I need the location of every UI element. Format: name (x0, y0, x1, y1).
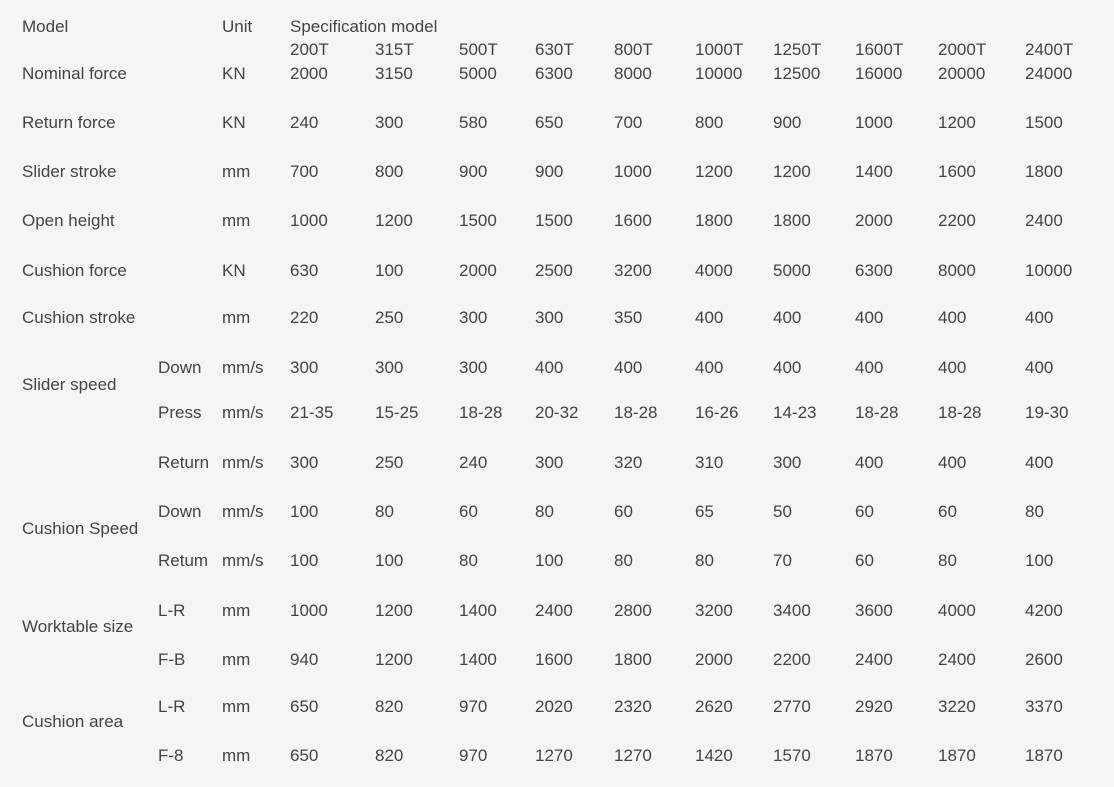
table-cell: 2500 (535, 261, 573, 280)
row-sublabel: Down (158, 502, 202, 521)
table-cell: 20000 (938, 64, 986, 83)
table-cell: 1000 (855, 113, 893, 132)
row-sublabel: Down (158, 358, 202, 377)
table-cell: 350 (614, 308, 643, 327)
table-cell: 60 (855, 502, 874, 521)
table-cell: 650 (535, 113, 564, 132)
table-cell: 800 (695, 113, 724, 132)
table-cell: 3200 (695, 601, 733, 620)
table-cell: 50 (773, 502, 792, 521)
table-cell: 400 (855, 308, 884, 327)
row-sublabel: Retum (158, 551, 209, 570)
table-cell: 4000 (938, 601, 976, 620)
table-cell: 1600 (614, 211, 652, 230)
row-sublabel: F-B (158, 650, 186, 669)
table-cell: 300 (459, 358, 488, 377)
row-sublabel: Press (158, 403, 202, 422)
table-cell: 220 (290, 308, 319, 327)
table-cell: 60 (614, 502, 633, 521)
table-cell: 400 (1025, 308, 1054, 327)
table-cell: 900 (459, 162, 488, 181)
row-unit: mm/s (222, 453, 264, 472)
model-column-header: 200T (290, 40, 329, 59)
table-cell: 1400 (855, 162, 893, 181)
table-cell: 16-26 (695, 403, 739, 422)
table-cell: 300 (375, 358, 404, 377)
table-cell: 250 (375, 308, 404, 327)
table-cell: 18-28 (459, 403, 503, 422)
header-unit-label: Unit (222, 17, 253, 36)
table-cell: 1870 (938, 746, 976, 765)
table-cell: 1000 (614, 162, 652, 181)
table-cell: 1420 (695, 746, 733, 765)
group-label: Slider speed (22, 375, 117, 394)
table-cell: 100 (535, 551, 564, 570)
table-cell: 800 (375, 162, 404, 181)
table-cell: 400 (695, 308, 724, 327)
table-cell: 8000 (614, 64, 652, 83)
table-cell: 3150 (375, 64, 413, 83)
table-cell: 400 (1025, 453, 1054, 472)
table-cell: 900 (535, 162, 564, 181)
table-cell: 6300 (855, 261, 893, 280)
table-cell: 240 (459, 453, 488, 472)
table-cell: 80 (1025, 502, 1044, 521)
table-cell: 300 (535, 308, 564, 327)
row-label: Open height (22, 211, 115, 230)
row-label: Slider stroke (22, 162, 117, 181)
table-cell: 80 (614, 551, 633, 570)
table-cell: 400 (773, 358, 802, 377)
table-cell: 100 (375, 551, 404, 570)
model-column-header: 315T (375, 40, 414, 59)
row-label: Cushion stroke (22, 308, 136, 327)
table-cell: 8000 (938, 261, 976, 280)
table-cell: 2020 (535, 697, 573, 716)
model-column-header: 1600T (855, 40, 904, 59)
table-cell: 400 (695, 358, 724, 377)
table-cell: 630 (290, 261, 319, 280)
table-cell: 1200 (375, 650, 413, 669)
table-cell: 240 (290, 113, 319, 132)
table-cell: 19-30 (1025, 403, 1069, 422)
table-cell: 1800 (773, 211, 811, 230)
table-cell: 1270 (535, 746, 573, 765)
row-sublabel: F-8 (158, 746, 184, 765)
table-cell: 1200 (375, 601, 413, 620)
row-sublabel: L-R (158, 697, 186, 716)
table-cell: 820 (375, 746, 404, 765)
table-cell: 6300 (535, 64, 573, 83)
table-cell: 300 (535, 453, 564, 472)
table-cell: 60 (938, 502, 957, 521)
table-cell: 1000 (290, 601, 328, 620)
table-cell: 400 (938, 358, 967, 377)
table-cell: 970 (459, 697, 488, 716)
row-label: Return force (22, 113, 116, 132)
table-cell: 2200 (773, 650, 811, 669)
table-cell: 1500 (1025, 113, 1063, 132)
table-cell: 100 (290, 502, 319, 521)
table-cell: 900 (773, 113, 802, 132)
table-cell: 80 (938, 551, 957, 570)
row-unit: mm (222, 601, 251, 620)
table-cell: 1270 (614, 746, 652, 765)
table-cell: 3200 (614, 261, 652, 280)
table-cell: 24000 (1025, 64, 1073, 83)
group-label: Worktable size (22, 617, 134, 636)
model-column-header: 500T (459, 40, 498, 59)
table-cell: 60 (459, 502, 478, 521)
table-cell: 10000 (695, 64, 743, 83)
row-unit: KN (222, 113, 246, 132)
table-cell: 1600 (535, 650, 573, 669)
table-cell: 940 (290, 650, 319, 669)
row-sublabel: L-R (158, 601, 186, 620)
table-cell: 250 (375, 453, 404, 472)
table-cell: 1200 (938, 113, 976, 132)
table-cell: 4000 (695, 261, 733, 280)
table-cell: 1200 (773, 162, 811, 181)
table-cell: 1570 (773, 746, 811, 765)
table-cell: 400 (773, 308, 802, 327)
table-cell: 80 (695, 551, 714, 570)
model-column-header: 630T (535, 40, 574, 59)
table-cell: 700 (614, 113, 643, 132)
model-column-header: 1250T (773, 40, 822, 59)
group-label: Cushion area (22, 712, 124, 731)
table-cell: 18-28 (938, 403, 982, 422)
table-cell: 3220 (938, 697, 976, 716)
table-cell: 14-23 (773, 403, 817, 422)
table-cell: 400 (535, 358, 564, 377)
table-cell: 1000 (290, 211, 328, 230)
table-cell: 65 (695, 502, 714, 521)
table-cell: 3370 (1025, 697, 1063, 716)
model-column-header: 2400T (1025, 40, 1074, 59)
model-column-header: 800T (614, 40, 653, 59)
table-cell: 650 (290, 746, 319, 765)
table-cell: 1800 (1025, 162, 1063, 181)
table-cell: 400 (938, 453, 967, 472)
table-cell: 300 (773, 453, 802, 472)
table-cell: 2000 (695, 650, 733, 669)
row-unit: mm/s (222, 358, 264, 377)
table-cell: 5000 (459, 64, 497, 83)
table-cell: 1800 (695, 211, 733, 230)
table-cell: 650 (290, 697, 319, 716)
table-cell: 1500 (535, 211, 573, 230)
table-cell: 4200 (1025, 601, 1063, 620)
row-unit: mm/s (222, 551, 264, 570)
model-column-header: 1000T (695, 40, 744, 59)
table-cell: 1400 (459, 601, 497, 620)
table-cell: 3400 (773, 601, 811, 620)
table-cell: 80 (459, 551, 478, 570)
row-unit: mm (222, 697, 251, 716)
table-cell: 310 (695, 453, 724, 472)
table-cell: 2400 (1025, 211, 1063, 230)
table-cell: 18-28 (855, 403, 899, 422)
table-cell: 12500 (773, 64, 821, 83)
table-cell: 3600 (855, 601, 893, 620)
table-cell: 5000 (773, 261, 811, 280)
row-unit: KN (222, 64, 246, 83)
table-cell: 1870 (855, 746, 893, 765)
model-column-header: 2000T (938, 40, 987, 59)
row-unit: mm (222, 746, 251, 765)
row-unit: mm (222, 650, 251, 669)
table-cell: 2200 (938, 211, 976, 230)
table-cell: 2000 (855, 211, 893, 230)
header-model-label: Model (22, 17, 69, 36)
table-cell: 300 (290, 453, 319, 472)
table-cell: 2000 (459, 261, 497, 280)
table-cell: 2920 (855, 697, 893, 716)
table-cell: 300 (290, 358, 319, 377)
table-cell: 70 (773, 551, 792, 570)
table-cell: 1500 (459, 211, 497, 230)
table-cell: 60 (855, 551, 874, 570)
table-cell: 1200 (695, 162, 733, 181)
row-unit: mm/s (222, 502, 264, 521)
table-cell: 400 (1025, 358, 1054, 377)
table-cell: 1800 (614, 650, 652, 669)
table-cell: 580 (459, 113, 488, 132)
table-cell: 2400 (938, 650, 976, 669)
row-unit: KN (222, 261, 246, 280)
table-cell: 2400 (535, 601, 573, 620)
row-unit: mm (222, 162, 251, 181)
table-cell: 100 (375, 261, 404, 280)
table-cell: 2800 (614, 601, 652, 620)
row-unit: mm (222, 211, 251, 230)
row-label: Nominal force (22, 64, 127, 83)
table-cell: 400 (855, 358, 884, 377)
table-cell: 400 (938, 308, 967, 327)
group-label: Cushion Speed (22, 519, 139, 538)
table-cell: 2000 (290, 64, 328, 83)
table-cell: 16000 (855, 64, 903, 83)
table-cell: 1400 (459, 650, 497, 669)
table-cell: 15-25 (375, 403, 419, 422)
row-label: Cushion force (22, 261, 127, 280)
table-cell: 820 (375, 697, 404, 716)
table-cell: 20-32 (535, 403, 579, 422)
table-cell: 300 (375, 113, 404, 132)
row-sublabel: Return (158, 453, 210, 472)
table-cell: 80 (535, 502, 554, 521)
table-cell: 1600 (938, 162, 976, 181)
table-cell: 970 (459, 746, 488, 765)
table-cell: 320 (614, 453, 643, 472)
table-cell: 21-35 (290, 403, 334, 422)
header-spec-label: Specification model (290, 17, 438, 36)
table-cell: 1200 (375, 211, 413, 230)
table-cell: 10000 (1025, 261, 1073, 280)
table-cell: 400 (855, 453, 884, 472)
table-cell: 100 (290, 551, 319, 570)
table-cell: 2400 (855, 650, 893, 669)
table-cell: 2600 (1025, 650, 1063, 669)
table-cell: 2770 (773, 697, 811, 716)
table-cell: 80 (375, 502, 394, 521)
table-cell: 18-28 (614, 403, 658, 422)
table-cell: 400 (614, 358, 643, 377)
table-cell: 1870 (1025, 746, 1063, 765)
table-cell: 2320 (614, 697, 652, 716)
row-unit: mm/s (222, 403, 264, 422)
row-unit: mm (222, 308, 251, 327)
table-cell: 2620 (695, 697, 733, 716)
table-cell: 100 (1025, 551, 1054, 570)
table-cell: 300 (459, 308, 488, 327)
table-cell: 700 (290, 162, 319, 181)
